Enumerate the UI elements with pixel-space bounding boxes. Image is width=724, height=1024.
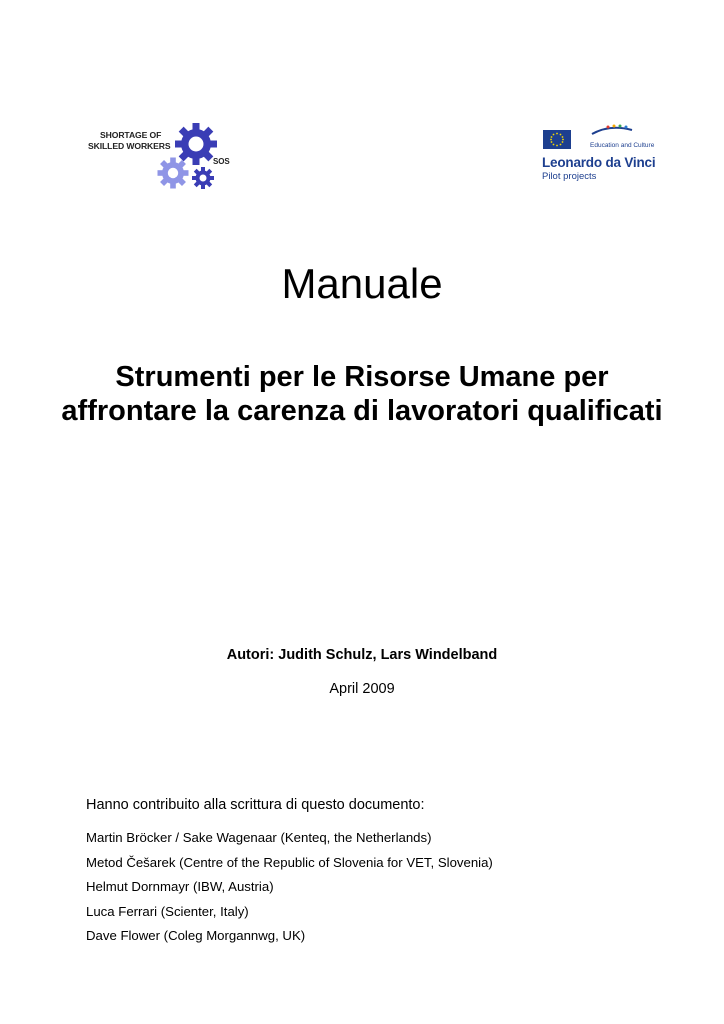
authors-line: Autori: Judith Schulz, Lars Windelband [226,647,498,663]
list-item: Luca Ferrari (Scienter, Italy) [86,903,249,919]
contributors-list [86,826,493,949]
large-gear-icon [175,123,217,165]
leonardo-da-vinci-logo [540,122,670,184]
document-title: Manuale [281,260,443,307]
publication-date: April 2009 [329,681,395,697]
swoosh-icon [592,125,632,135]
program-subtitle: Pilot projects [542,171,597,182]
education-culture-label: Education and Culture [590,142,655,149]
list-item: Martin Bröcker / Sake Wagenaar (Kenteq, the Netherlands) [86,830,432,845]
sos-logo-line1: SHORTAGE OF [100,130,162,140]
list-item: Helmut Dornmayr (IBW, Austria) [86,879,274,894]
sos-logo-line3: SOS [213,157,230,166]
program-name: Leonardo da Vinci [542,155,656,170]
sos-logo-line2: SKILLED WORKERS [88,141,171,151]
list-item: Dave Flower (Coleg Morgannwg, UK) [86,928,306,943]
small-gear-icon [192,167,214,189]
sos-logo [86,120,236,194]
light-gear-icon [158,158,189,189]
document-subtitle: Strumenti per le Risorse Umane per affrontare la carenza di lavoratori qualificati [61,361,663,427]
list-item: Metod Češarek (Centre of the Republic of Slovenia for VET, Slovenia) [86,854,493,870]
contributors-intro: Hanno contribuito alla scrittura di questo documento: [86,797,425,813]
